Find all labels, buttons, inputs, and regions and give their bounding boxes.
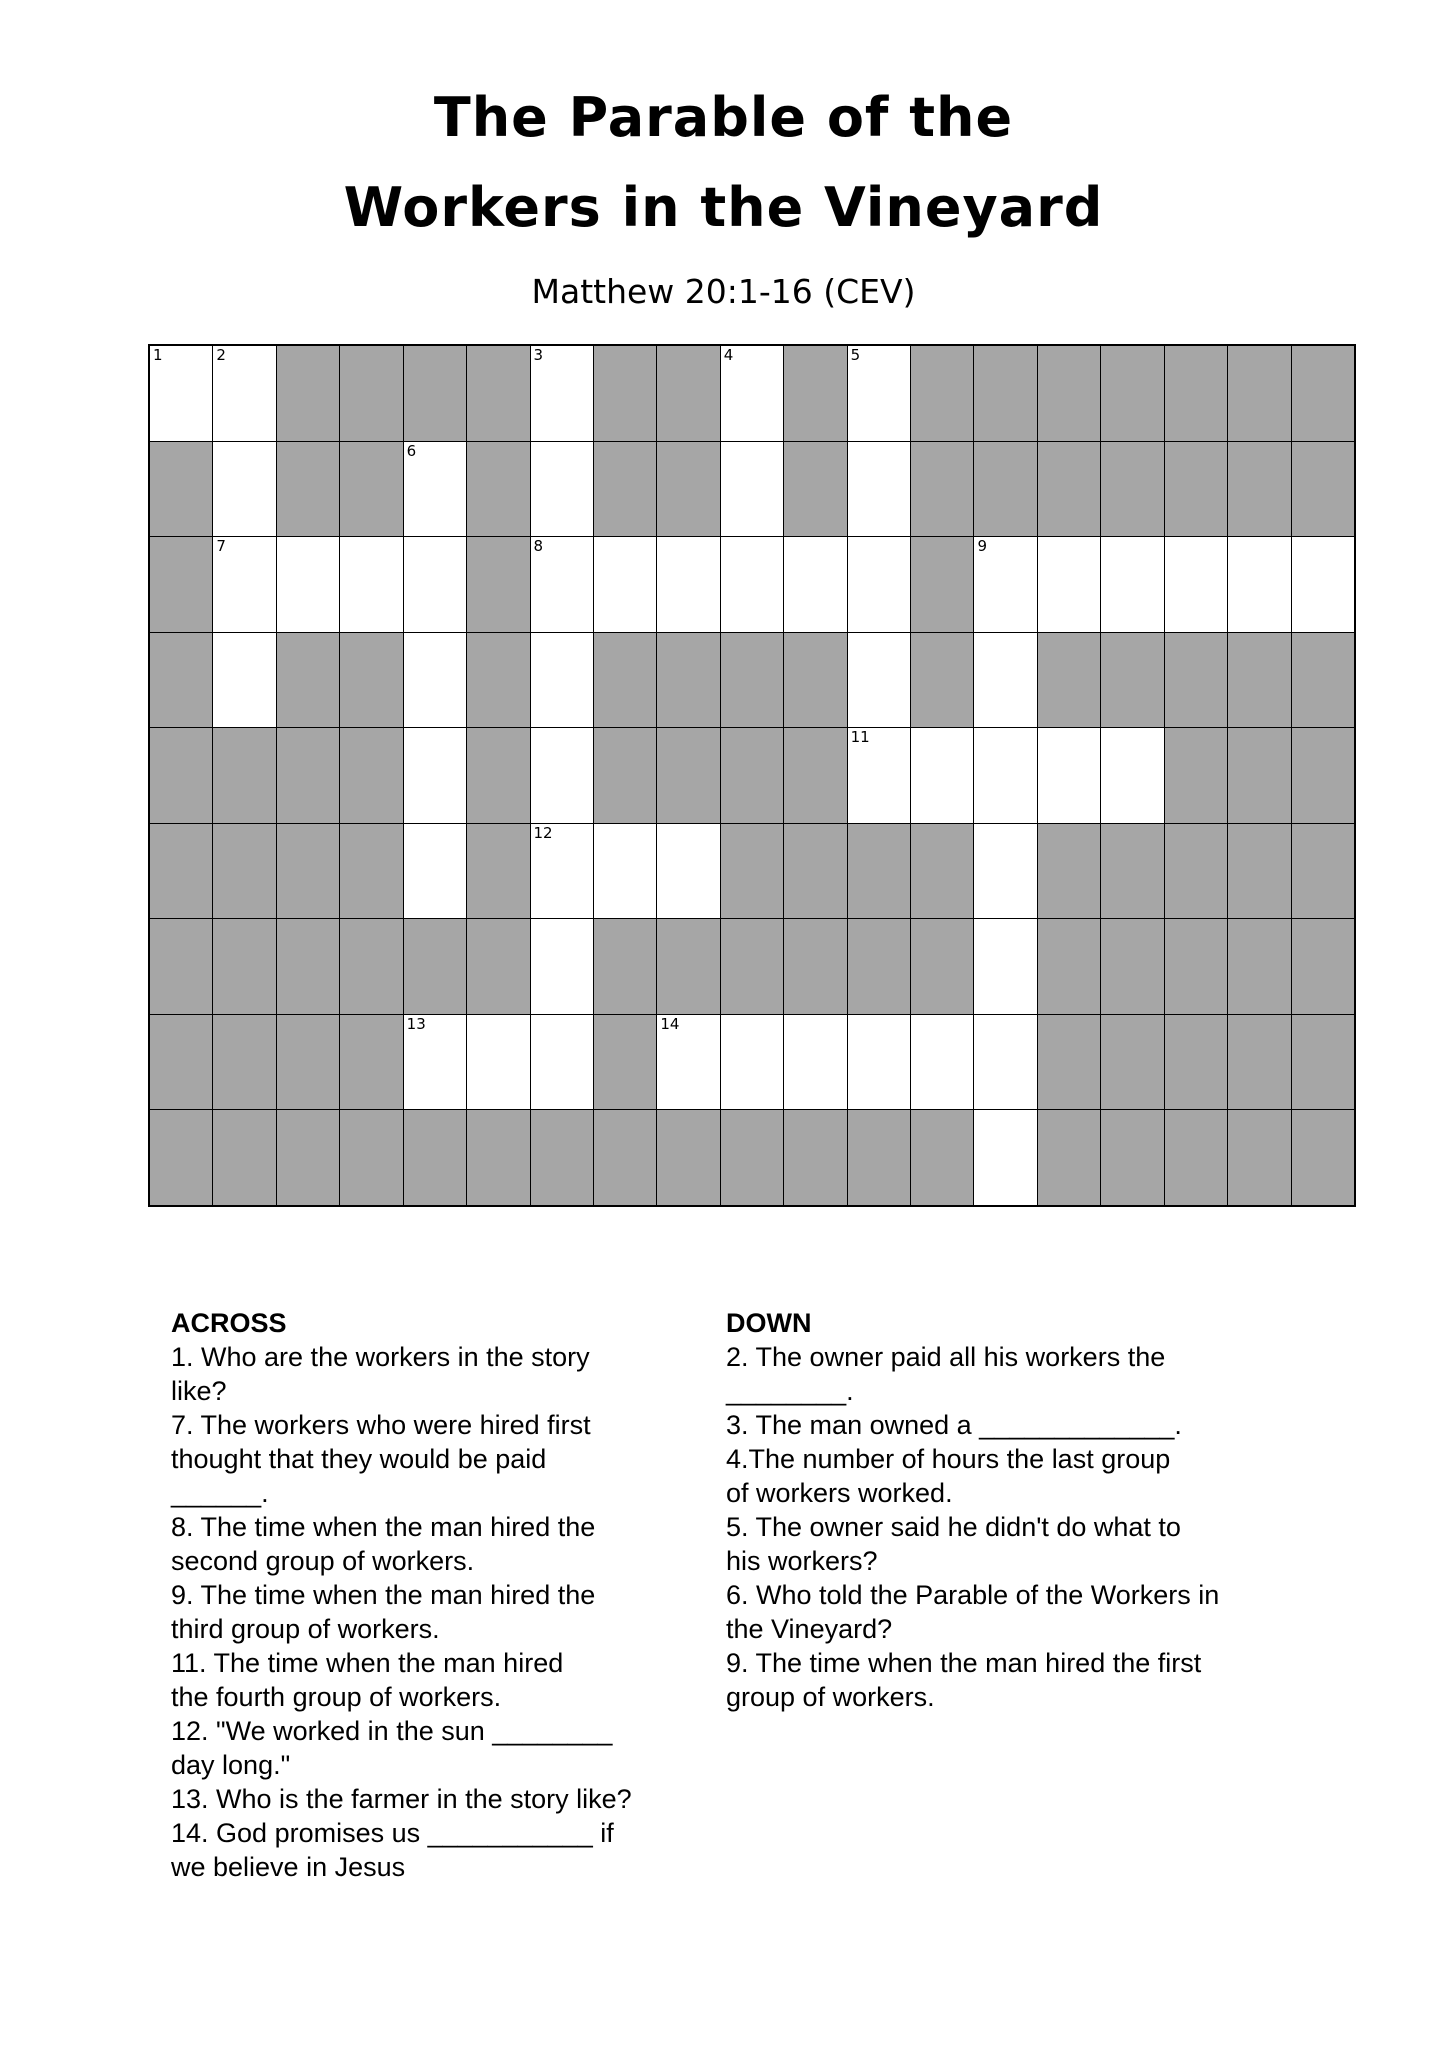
blocked-cell	[911, 633, 973, 728]
clue-number: 2	[216, 346, 226, 364]
down-clue: 9. The time when the man hired the first group of workers.	[726, 1648, 1202, 1712]
blocked-cell	[1038, 1015, 1100, 1110]
blocked-cell	[340, 442, 402, 537]
blocked-cell	[213, 728, 275, 823]
blocked-cell	[467, 442, 529, 537]
answer-cell[interactable]	[848, 1015, 910, 1110]
answer-cell[interactable]	[404, 537, 466, 632]
blocked-cell	[150, 919, 212, 1014]
blocked-cell	[784, 346, 846, 441]
blocked-cell	[594, 346, 656, 441]
answer-cell[interactable]	[1101, 728, 1163, 823]
answer-cell[interactable]	[531, 824, 593, 919]
down-clue: 5. The owner said he didn't do what to his workers?	[726, 1512, 1181, 1576]
blocked-cell	[1228, 346, 1290, 441]
blocked-cell	[657, 919, 719, 1014]
blocked-cell	[1165, 442, 1227, 537]
answer-cell[interactable]	[531, 346, 593, 441]
answer-cell[interactable]	[213, 633, 275, 728]
blocked-cell	[1038, 1110, 1100, 1205]
blocked-cell	[1228, 824, 1290, 919]
blocked-cell	[974, 442, 1036, 537]
blocked-cell	[594, 633, 656, 728]
across-clue: 12. "We worked in the sun ________ day long."	[171, 1716, 613, 1780]
answer-cell[interactable]	[974, 633, 1036, 728]
blocked-cell	[150, 442, 212, 537]
answer-cell[interactable]	[848, 633, 910, 728]
down-clue: 3. The man owned a _____________.	[726, 1410, 1182, 1440]
blocked-cell	[150, 537, 212, 632]
blocked-cell	[1165, 1110, 1227, 1205]
blocked-cell	[150, 1110, 212, 1205]
blocked-cell	[340, 824, 402, 919]
blocked-cell	[1292, 1015, 1354, 1110]
answer-cell[interactable]	[531, 728, 593, 823]
crossword-grid	[148, 344, 1356, 1207]
blocked-cell	[721, 728, 783, 823]
blocked-cell	[784, 633, 846, 728]
blocked-cell	[467, 1110, 529, 1205]
blocked-cell	[784, 1110, 846, 1205]
blocked-cell	[848, 919, 910, 1014]
blocked-cell	[467, 728, 529, 823]
blocked-cell	[1038, 824, 1100, 919]
blocked-cell	[150, 824, 212, 919]
blocked-cell	[784, 728, 846, 823]
blocked-cell	[721, 633, 783, 728]
clue-number: 14	[660, 1014, 680, 1033]
blocked-cell	[1292, 442, 1354, 537]
blocked-cell	[340, 728, 402, 823]
blocked-cell	[150, 633, 212, 728]
answer-cell[interactable]	[340, 537, 402, 632]
clue-number: 4	[723, 346, 734, 364]
blocked-cell	[911, 1110, 973, 1205]
answer-cell[interactable]	[974, 1110, 1036, 1205]
answer-cell[interactable]	[277, 537, 339, 632]
answer-cell[interactable]	[1165, 537, 1227, 632]
blocked-cell	[911, 824, 973, 919]
blocked-cell	[277, 1015, 339, 1110]
answer-cell[interactable]	[531, 537, 593, 632]
answer-cell[interactable]	[150, 346, 212, 441]
blocked-cell	[150, 728, 212, 823]
blocked-cell	[594, 728, 656, 823]
blocked-cell	[1228, 633, 1290, 728]
blocked-cell	[150, 1015, 212, 1110]
clue-number: 1	[153, 346, 163, 364]
title-line-2: Workers in the Vineyard	[343, 176, 1104, 239]
answer-cell[interactable]	[1101, 537, 1163, 632]
blocked-cell	[340, 919, 402, 1014]
scripture-reference: Matthew 20:1-16 (CEV)	[531, 272, 916, 311]
blocked-cell	[467, 824, 529, 919]
answer-cell[interactable]	[848, 346, 910, 441]
answer-cell[interactable]	[657, 824, 719, 919]
across-heading: ACROSS	[171, 1308, 287, 1338]
blocked-cell	[657, 633, 719, 728]
answer-cell[interactable]	[1292, 537, 1354, 632]
blocked-cell	[404, 346, 466, 441]
answer-cell[interactable]	[657, 537, 719, 632]
answer-cell[interactable]	[531, 919, 593, 1014]
across-clue: 14. God promises us ___________ if we believe in Jesus	[171, 1818, 614, 1882]
blocked-cell	[277, 919, 339, 1014]
blocked-cell	[213, 1015, 275, 1110]
clue-number: 7	[216, 537, 226, 556]
blocked-cell	[1292, 346, 1354, 441]
answer-cell[interactable]	[784, 537, 846, 632]
answer-cell[interactable]	[974, 537, 1036, 632]
answer-cell[interactable]	[721, 442, 783, 537]
clue-number: 6	[406, 441, 417, 460]
blocked-cell	[531, 1110, 593, 1205]
down-heading: DOWN	[726, 1308, 812, 1338]
blocked-cell	[1292, 633, 1354, 728]
blocked-cell	[1101, 919, 1163, 1014]
blocked-cell	[657, 346, 719, 441]
blocked-cell	[1292, 1110, 1354, 1205]
answer-cell[interactable]	[721, 1015, 783, 1110]
answer-cell[interactable]	[531, 442, 593, 537]
blocked-cell	[721, 1110, 783, 1205]
down-clues	[726, 1306, 1286, 1714]
clue-number: 5	[850, 346, 861, 364]
blocked-cell	[340, 1015, 402, 1110]
answer-cell[interactable]	[531, 1015, 593, 1110]
blocked-cell	[1038, 919, 1100, 1014]
across-clue: 1. Who are the workers in the story like?	[171, 1342, 590, 1406]
answer-cell[interactable]	[848, 537, 910, 632]
answer-cell[interactable]	[848, 442, 910, 537]
blocked-cell	[213, 919, 275, 1014]
down-clue: 6. Who told the Parable of the Workers in the Vineyard?	[726, 1580, 1220, 1644]
blocked-cell	[277, 728, 339, 823]
blocked-cell	[213, 1110, 275, 1205]
clue-number: 8	[533, 537, 544, 556]
blocked-cell	[1292, 728, 1354, 823]
blocked-cell	[911, 442, 973, 537]
blocked-cell	[1228, 1015, 1290, 1110]
answer-cell[interactable]	[1228, 537, 1290, 632]
blocked-cell	[657, 728, 719, 823]
blocked-cell	[1101, 1110, 1163, 1205]
answer-cell[interactable]	[404, 1015, 466, 1110]
answer-cell[interactable]	[404, 633, 466, 728]
answer-cell[interactable]	[1038, 537, 1100, 632]
clue-number: 12	[533, 823, 553, 842]
answer-cell[interactable]	[404, 442, 466, 537]
blocked-cell	[911, 346, 973, 441]
blocked-cell	[340, 346, 402, 441]
answer-cell[interactable]	[657, 1015, 719, 1110]
blocked-cell	[1292, 919, 1354, 1014]
blocked-cell	[594, 442, 656, 537]
blocked-cell	[784, 919, 846, 1014]
blocked-cell	[1165, 1015, 1227, 1110]
blocked-cell	[467, 537, 529, 632]
across-clue: 13. Who is the farmer in the story like?	[171, 1784, 632, 1814]
blocked-cell	[974, 346, 1036, 441]
blocked-cell	[1038, 633, 1100, 728]
blocked-cell	[1101, 633, 1163, 728]
blocked-cell	[911, 919, 973, 1014]
answer-cell[interactable]	[721, 537, 783, 632]
blocked-cell	[1228, 1110, 1290, 1205]
blocked-cell	[1101, 824, 1163, 919]
across-clues	[171, 1306, 691, 1884]
answer-cell[interactable]	[974, 919, 1036, 1014]
blocked-cell	[848, 824, 910, 919]
answer-cell[interactable]	[974, 1015, 1036, 1110]
blocked-cell	[594, 1015, 656, 1110]
blocked-cell	[277, 824, 339, 919]
blocked-cell	[1101, 1015, 1163, 1110]
answer-cell[interactable]	[404, 824, 466, 919]
blocked-cell	[467, 633, 529, 728]
blocked-cell	[277, 1110, 339, 1205]
blocked-cell	[404, 919, 466, 1014]
clue-number: 11	[850, 728, 870, 747]
blocked-cell	[1101, 346, 1163, 441]
answer-cell[interactable]	[213, 537, 275, 632]
blocked-cell	[467, 346, 529, 441]
blocked-cell	[848, 1110, 910, 1205]
blocked-cell	[1228, 442, 1290, 537]
blocked-cell	[594, 919, 656, 1014]
clue-number: 9	[977, 537, 988, 556]
blocked-cell	[1165, 346, 1227, 441]
clue-number: 13	[406, 1014, 426, 1033]
across-clue: 7. The workers who were hired first thought that they would be paid ______.	[171, 1410, 591, 1508]
answer-cell[interactable]	[848, 728, 910, 823]
answer-cell[interactable]	[213, 442, 275, 537]
answer-cell[interactable]	[784, 1015, 846, 1110]
answer-cell[interactable]	[721, 346, 783, 441]
blocked-cell	[657, 1110, 719, 1205]
answer-cell[interactable]	[594, 537, 656, 632]
answer-cell[interactable]	[974, 824, 1036, 919]
answer-cell[interactable]	[911, 1015, 973, 1110]
blocked-cell	[340, 633, 402, 728]
down-clue: 4.The number of hours the last group of workers worked.	[726, 1444, 1171, 1508]
blocked-cell	[1101, 442, 1163, 537]
blocked-cell	[277, 346, 339, 441]
blocked-cell	[1228, 728, 1290, 823]
across-clue: 9. The time when the man hired the third group of workers.	[171, 1580, 596, 1644]
answer-cell[interactable]	[974, 728, 1036, 823]
blocked-cell	[911, 537, 973, 632]
answer-cell[interactable]	[594, 824, 656, 919]
blocked-cell	[1038, 346, 1100, 441]
answer-cell[interactable]	[467, 1015, 529, 1110]
across-clue: 8. The time when the man hired the second group of workers.	[171, 1512, 596, 1576]
blocked-cell	[1165, 728, 1227, 823]
down-clue: 2. The owner paid all his workers the ________.	[726, 1342, 1166, 1406]
answer-cell[interactable]	[911, 728, 973, 823]
answer-cell[interactable]	[404, 728, 466, 823]
blocked-cell	[1165, 633, 1227, 728]
blocked-cell	[784, 442, 846, 537]
blocked-cell	[1165, 919, 1227, 1014]
blocked-cell	[721, 919, 783, 1014]
blocked-cell	[657, 442, 719, 537]
title-line-1: The Parable of the	[433, 86, 1014, 149]
blocked-cell	[1165, 824, 1227, 919]
answer-cell[interactable]	[531, 633, 593, 728]
blocked-cell	[213, 824, 275, 919]
blocked-cell	[277, 633, 339, 728]
blocked-cell	[277, 442, 339, 537]
blocked-cell	[1038, 442, 1100, 537]
answer-cell[interactable]	[1038, 728, 1100, 823]
answer-cell[interactable]	[213, 346, 275, 441]
blocked-cell	[340, 1110, 402, 1205]
blocked-cell	[784, 824, 846, 919]
blocked-cell	[404, 1110, 466, 1205]
blocked-cell	[467, 919, 529, 1014]
across-clue: 11. The time when the man hired the fourth group of workers.	[171, 1648, 564, 1712]
blocked-cell	[1228, 919, 1290, 1014]
clue-number: 3	[533, 346, 544, 364]
blocked-cell	[1292, 824, 1354, 919]
blocked-cell	[721, 824, 783, 919]
blocked-cell	[594, 1110, 656, 1205]
